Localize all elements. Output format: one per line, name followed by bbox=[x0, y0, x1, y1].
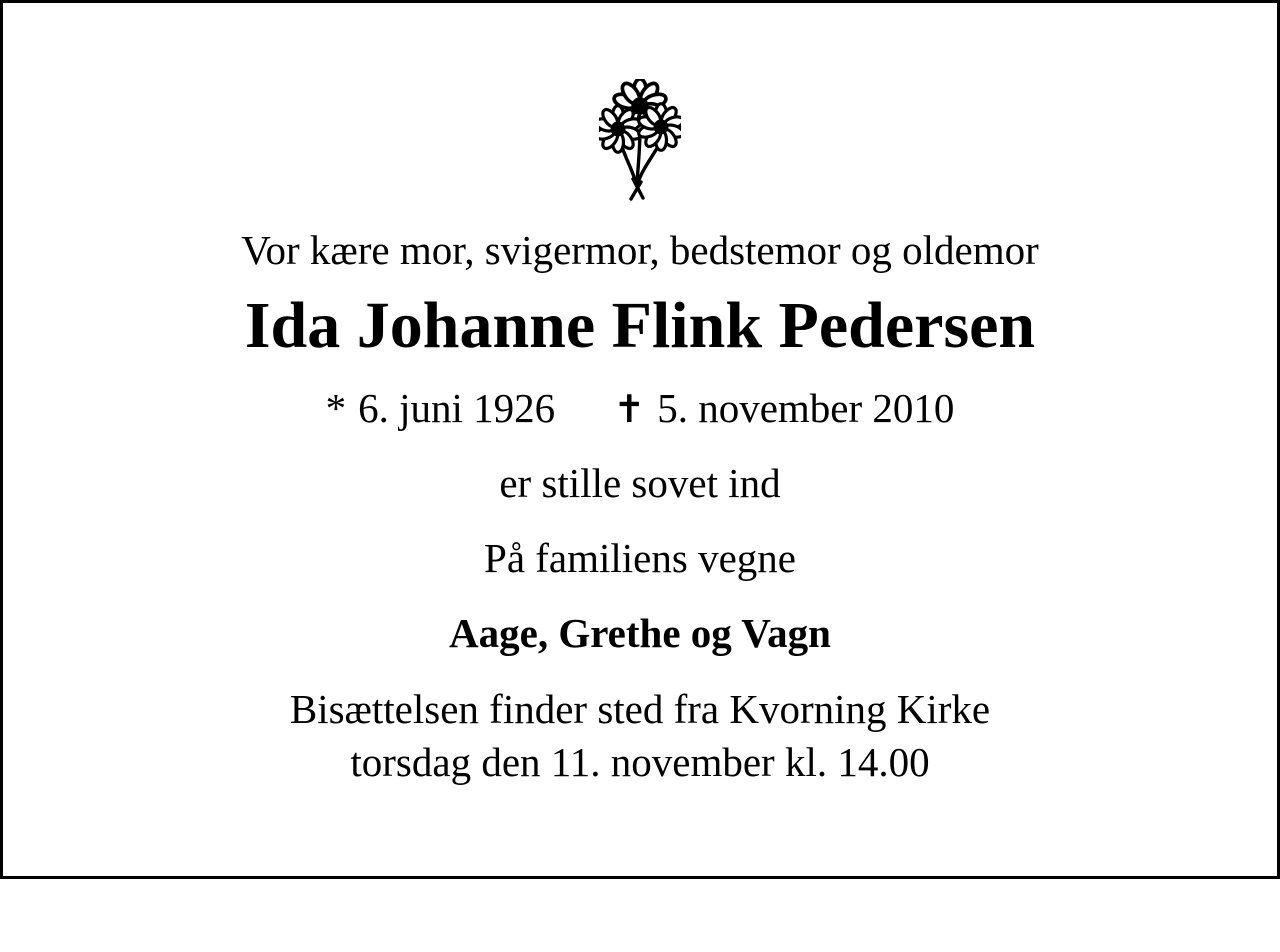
obituary-notice bbox=[3, 79, 1277, 952]
funeral-info-line1: Bisættelsen finder sted fra Kvorning Kirke bbox=[289, 686, 991, 733]
death-date bbox=[613, 385, 954, 431]
birth-star-symbol: * bbox=[325, 384, 347, 431]
death-cross-icon: ✝ bbox=[613, 386, 646, 431]
family-names: Aage, Grethe og Vagn bbox=[449, 610, 831, 657]
life-dates bbox=[3, 385, 1277, 432]
passed-away-line: er stille sovet ind bbox=[499, 459, 781, 506]
flower-bouquet-icon bbox=[599, 79, 681, 201]
funeral-info-line2: torsdag den 11. november kl. 14.00 bbox=[350, 738, 930, 785]
funeral-info bbox=[3, 683, 1277, 788]
on-behalf-line: På familiens vegne bbox=[484, 535, 796, 582]
death-date-text: 5. november 2010 bbox=[657, 384, 955, 431]
deceased-name: Ida Johanne Flink Pedersen bbox=[244, 289, 1036, 363]
birth-date bbox=[326, 385, 566, 431]
birth-date-text: 6. juni 1926 bbox=[358, 384, 556, 431]
intro-line: Vor kære mor, svigermor, bedstemor og oldemor bbox=[241, 227, 1039, 273]
